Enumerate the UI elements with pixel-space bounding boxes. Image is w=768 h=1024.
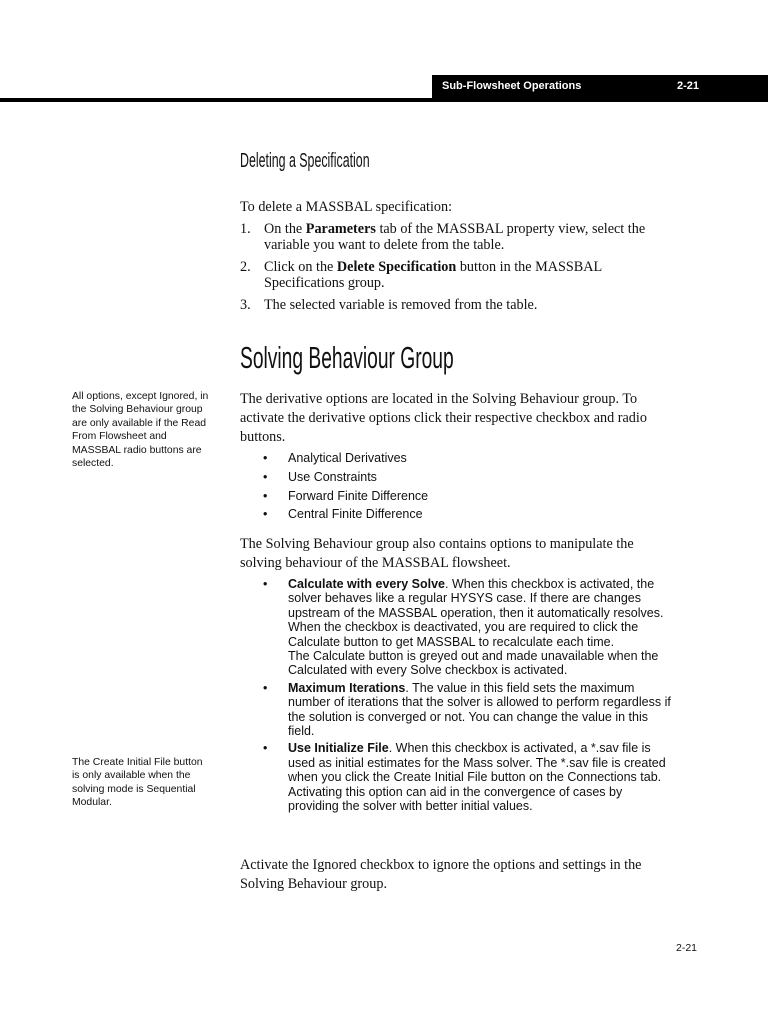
running-header-page-number: 2-21 <box>677 80 700 92</box>
solving-para: The Solving Behaviour group also contains options to manipulate the solving behaviour of the MASSBAL flowsheet. <box>240 536 634 571</box>
section-heading: Solving Behaviour Group <box>240 340 454 375</box>
delete-step: 3. The selected variable is removed from the table. <box>240 297 538 313</box>
running-header-title: Sub-Flowsheet Operations <box>442 80 582 92</box>
delete-intro: To delete a MASSBAL specification: <box>240 199 453 215</box>
delete-step: 1. On the Parameters tab of the MASSBAL property view, select the variable you want to delete from the table. <box>240 221 646 253</box>
delete-steps-list <box>240 221 670 319</box>
derivative-options-list <box>260 451 672 526</box>
solving-options-list <box>260 577 672 817</box>
list-item: • Use Constraints <box>263 469 377 484</box>
sidenote-create-initial-file: The Create Initial File button is only available when the solving mode is Sequential Modular. <box>72 757 203 809</box>
list-item: • Analytical Derivatives <box>263 451 407 465</box>
list-item: • Maximum Iterations. The value in this field sets the maximum number of iterations that the solver is allowed to perform regardless if the solution is converged or not. You can change the value in this field. <box>263 680 671 739</box>
running-header <box>432 75 768 100</box>
subsection-heading: Deleting a Specification <box>240 150 370 172</box>
list-item: • Use Initialize File. When this checkbox is activated, a *.sav file is used as initial estimates for the Mass solver. The *.sav file is created when you click the Create Initial File button on the Connections tab. Activating this option can aid in the convergence of cases by providing the solver with better initial values. <box>263 741 666 814</box>
sidenote-read-from-flowsheet: All options, except Ignored, in the Solving Behaviour group are only available if the Read From Flowsheet and MASSBAL radio buttons are selected. <box>72 391 209 470</box>
closing-paragraph: Activate the Ignored checkbox to ignore the options and settings in the Solving Behaviour group. <box>240 857 642 892</box>
footer-page-number: 2-21 <box>676 942 698 954</box>
list-item: • Central Finite Difference <box>263 507 423 522</box>
list-item: • Forward Finite Difference <box>263 488 429 503</box>
list-item: • Calculate with every Solve. When this checkbox is activated, the solver behaves like a regular HYSYS case. If there are changes upstream of the MASSBAL operation, then it automatically resolves. When the checkbox is deactivated, you are required to click the Calculate button to get MASSBAL to recalculate each time. The Calculate button is greyed out and made unavailable when the Calculated with every Solve checkbox is activated. <box>263 577 664 678</box>
solving-intro: The derivative options are located in the Solving Behaviour group. To activate the derivative options click their respective checkbox and radio buttons. <box>240 391 647 445</box>
delete-step: 2. Click on the Delete Specification button in the MASSBAL Specifications group. <box>240 259 602 291</box>
